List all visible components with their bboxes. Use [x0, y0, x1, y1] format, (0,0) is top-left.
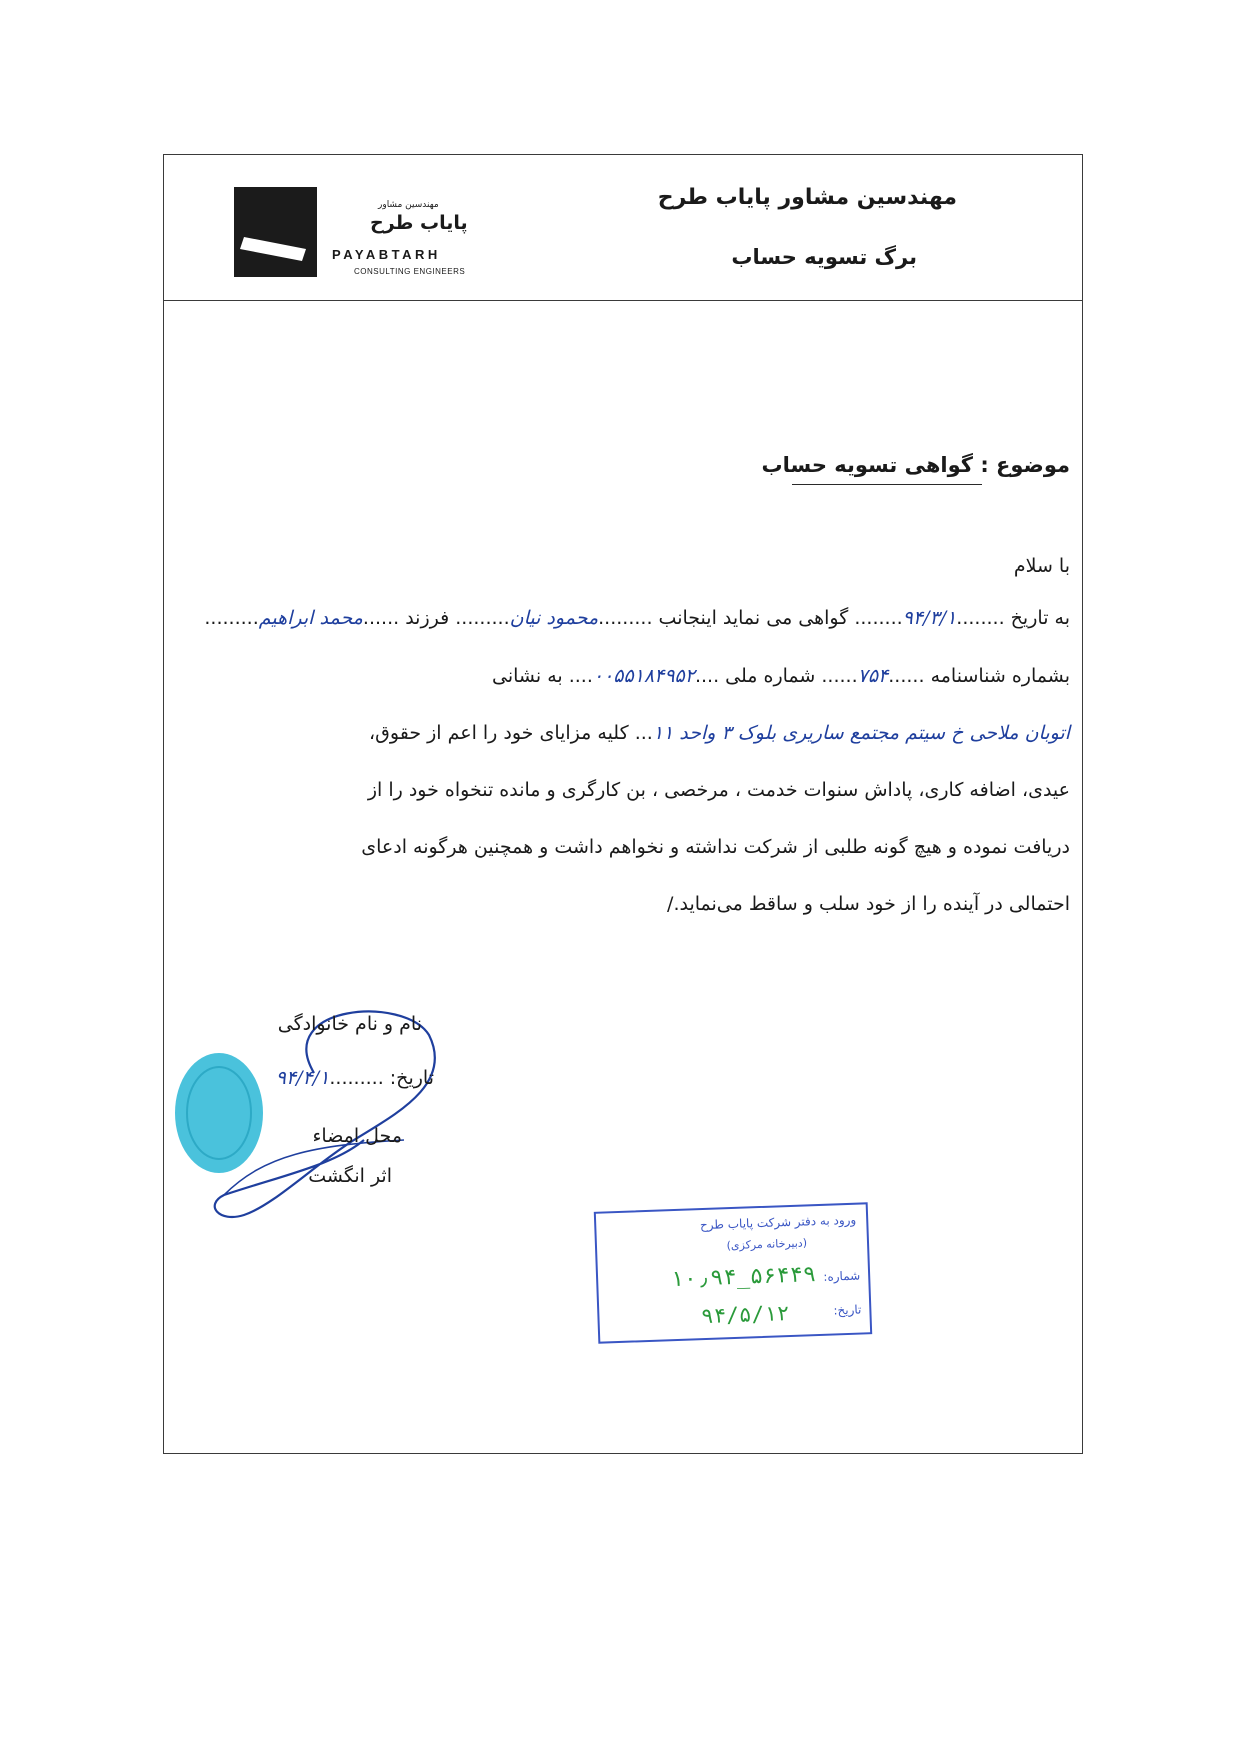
logo-tagline-fa: مهندسین مشاور [378, 200, 439, 210]
receipt-stamp [594, 1202, 872, 1343]
paragraph-line-5: دریافت نموده و هیچ گونه طلبی از شرکت نداشته و نخواهم داشت و همچنین هرگونه ادعای [361, 836, 1070, 858]
text-benefits: کلیه مزایای خود را اعم از حقوق، [369, 722, 629, 744]
form-title: برگ تسویه حساب [731, 245, 917, 269]
handwritten-name: محمود نیان [509, 607, 599, 629]
signature-date: تاریخ: .........۹۴/۴/۱ [275, 1067, 434, 1089]
logo-wordmark-en: PAYABTARH [332, 247, 441, 262]
stamp-number: ۱۰٫۹۴_۵۶۴۴۹ [670, 1262, 817, 1293]
handwritten-national-id: ۰۰۵۵۱۸۴۹۵۲ [592, 665, 695, 687]
handwritten-sign-date: ۹۴/۴/۱ [275, 1067, 330, 1089]
handwritten-date: ۹۴/۳/۱ [902, 607, 957, 629]
subject-line: موضوع : گواهی تسویه حساب [761, 453, 1070, 477]
logo-wordmark-fa: پایاب طرح [370, 212, 468, 234]
fingerprint-icon [175, 1053, 263, 1173]
stamp-title: ورود به دفتر شرکت پایاب طرح [699, 1212, 857, 1233]
stamp-number-label: شماره: [823, 1268, 861, 1284]
paragraph-line-4: عیدی، اضافه کاری، پاداش سنوات خدمت ، مرخصی ، بن کارگری و مانده تنخواه خود را از [367, 779, 1070, 801]
text-date-intro: به تاریخ [1010, 607, 1070, 629]
text-certify: گواهی می نماید اینجانب [658, 607, 849, 629]
text-address-label: به نشانی [492, 665, 563, 687]
handwritten-father-name: محمد ابراهیم [258, 607, 363, 629]
document-frame [163, 154, 1083, 1454]
company-name: مهندسین مشاور پایاب طرح [657, 185, 957, 210]
logo-subtitle: CONSULTING ENGINEERS [354, 267, 466, 276]
text-national-id: شماره ملی [725, 665, 816, 687]
name-label: نام و نام خانوادگی [277, 1013, 422, 1035]
handwritten-id-number: ۷۵۴ [857, 665, 889, 687]
stamp-date: ۹۴/۵/۱۲ [700, 1301, 790, 1329]
fingerprint-label: اثر انگشت [308, 1165, 392, 1187]
text-child-of: فرزند [405, 607, 450, 629]
paragraph-line-3: اتوبان ملاحی خ سیتم مجتمع ساریری بلوک ۳ واحد ۱۱... کلیه مزایای خود را اعم از حقوق، [369, 722, 1070, 744]
paragraph-line-1: به تاریخ ........۹۴/۳/۱........ گواهی می نماید اینجانب .........محمود نیان......... فرزند ......محمد ابراهیم......... [204, 607, 1070, 629]
stamp-date-label: تاریخ: [833, 1302, 862, 1318]
text-id-number: بشماره شناسنامه [930, 665, 1070, 687]
date-label: تاریخ: [389, 1067, 434, 1089]
handwritten-address: اتوبان ملاحی خ سیتم مجتمع ساریری بلوک ۳ واحد ۱۱ [652, 722, 1070, 744]
salutation: با سلام [1013, 555, 1070, 577]
paragraph-line-2: بشماره شناسنامه ......۷۵۴...... شماره ملی ....۰۰۵۵۱۸۴۹۵۲.... به نشانی [492, 665, 1070, 687]
sign-place-label: محل امضاء [312, 1125, 402, 1147]
paragraph-line-6: احتمالی در آینده را از خود سلب و ساقط می‌نماید./ [667, 893, 1070, 915]
stamp-subtitle: (دبیرخانه مرکزی) [726, 1236, 808, 1253]
